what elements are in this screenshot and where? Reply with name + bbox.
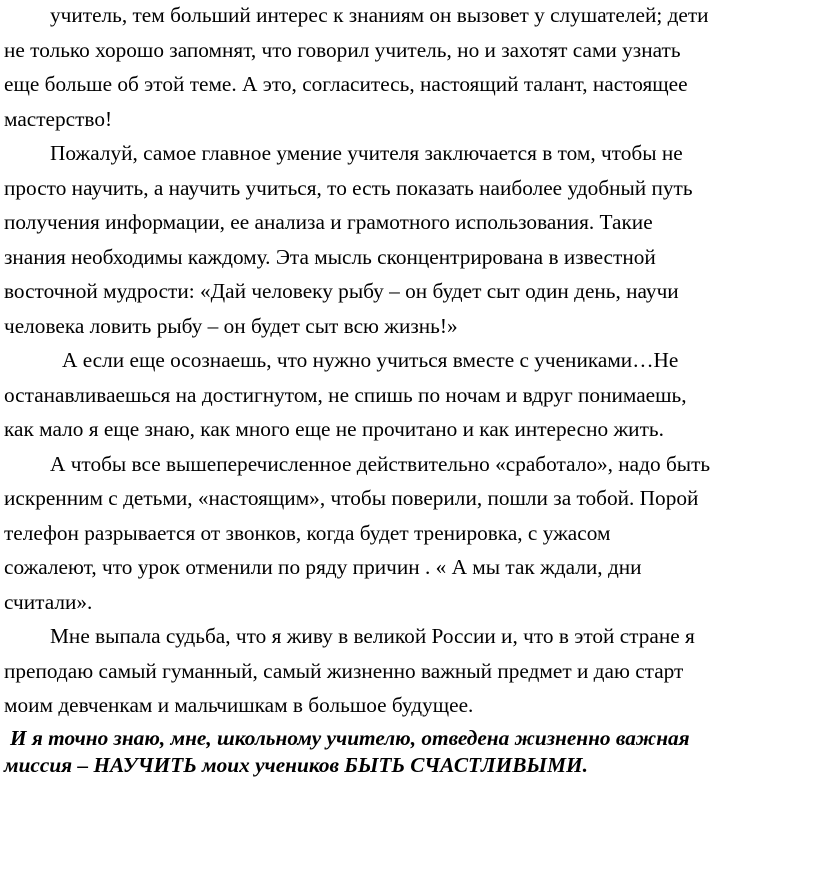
text-line: мастерство! (4, 106, 113, 131)
text-line: телефон разрывается от звонков, когда будет тренировка, с ужасом (4, 520, 611, 545)
text-line: восточной мудрости: «Дай человеку рыбу – он будет сыт один день, научи (4, 279, 679, 303)
closing-line: И я точно знаю, мне, школьному учителю, отведена жизненно важная (10, 725, 690, 750)
text-line: учитель, тем больший интерес к знаниям он вызовет у слушателей; дети (50, 3, 709, 27)
text-line: А чтобы все вышеперечисленное действительно «сработало», надо быть (50, 451, 711, 476)
text-line: как мало я еще знаю, как много еще не прочитано и как интересно жить. (4, 417, 664, 441)
paragraph-4 (4, 447, 804, 620)
paragraph-3 (4, 343, 804, 447)
text-line: останавливаешься на достигнутом, не спишь по ночам и вдруг понимаешь, (4, 382, 687, 407)
text-line: Пожалуй, самое главное умение учителя заключается в том, чтобы не (50, 141, 683, 165)
text-line: считали». (4, 589, 93, 614)
text-line: сожалеют, что урок отменили по ряду причин . « А мы так ждали, дни (4, 555, 642, 579)
paragraph-5 (4, 619, 804, 723)
text-line: еще больше об этой теме. А это, согласитесь, настоящий талант, настоящее (4, 72, 688, 96)
paragraph-1 (4, 0, 804, 136)
closing-statement (4, 725, 804, 779)
text-line: не только хорошо запомнят, что говорил учитель, но и захотят сами узнать (4, 37, 681, 62)
text-line: Мне выпала судьба, что я живу в великой России и, что в этой стране я (50, 624, 695, 648)
paragraph-2 (4, 136, 804, 343)
text-line: просто научить, а научить учиться, то есть показать наиболее удобный путь (4, 175, 693, 200)
text-line: получения информации, ее анализа и грамотного использования. Такие (4, 210, 653, 234)
text-line: моим девченкам и мальчишкам в большое будущее. (4, 693, 474, 717)
text-line: человека ловить рыбу – он будет сыт всю жизнь!» (4, 313, 458, 338)
closing-line: миссия – НАУЧИТЬ моих учеников БЫТЬ СЧАСТЛИВЫМИ. (4, 752, 588, 777)
text-line: знания необходимы каждому. Эта мысль сконцентрирована в известной (4, 244, 656, 269)
document-page (4, 0, 804, 779)
text-line: А если еще осознаешь, что нужно учиться вместе с учениками…Не (62, 348, 679, 372)
text-line: искренним с детьми, «настоящим», чтобы поверили, пошли за тобой. Порой (4, 486, 699, 510)
text-line: преподаю самый гуманный, самый жизненно важный предмет и даю старт (4, 658, 684, 683)
